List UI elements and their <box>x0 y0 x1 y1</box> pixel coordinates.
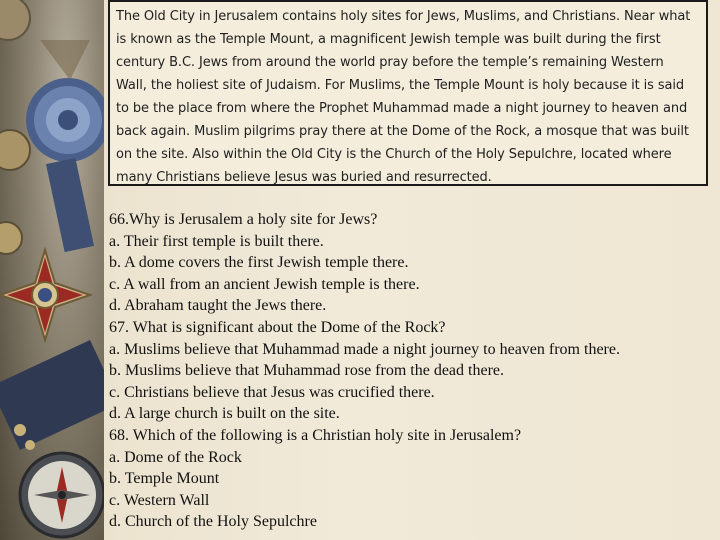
answer-option: d. Abraham taught the Jews there. <box>109 297 327 315</box>
answer-option: c. Western Wall <box>109 491 210 509</box>
answer-option: a. Muslims believe that Muhammad made a night journey to heaven from there. <box>109 340 620 358</box>
answer-option: c. Christians believe that Jesus was crucified there. <box>109 383 435 401</box>
answer-option: d. Church of the Holy Sepulchre <box>109 513 317 531</box>
passage-text-box: The Old City in Jerusalem contains holy sites for Jews, Muslims, and Christians. Near what is known as the Temple Mount, a magnificent Jewish temple was built during the first century B.C. Jews from around the world pray before the temple’s remaining Western Wall, the holiest site of Judaism. For Muslims, the Temple Mount is holy because it is said to be the place from where the Prophet Muhammad made a night journey to heaven and back again. Muslim pilgrims pray there at the Dome of the Rock, a mosque that was built on the site. Also within the Old City is the Church of the Holy Sepulchre, located where many Christians believe Jesus was buried and resurrected. <box>108 0 708 186</box>
compass-icon <box>20 453 104 537</box>
question-prompt: 68. Which of the following is a Christian holy site in Jerusalem? <box>109 426 522 444</box>
ribbon-rosette-icon <box>26 40 110 162</box>
answer-option: c. A wall from an ancient Jewish temple is there. <box>109 275 420 293</box>
questions-list <box>109 209 714 533</box>
answer-option: a. Their first temple is built there. <box>109 232 324 250</box>
answer-option: a. Dome of the Rock <box>109 448 242 466</box>
medal-compass-illustration <box>0 0 110 540</box>
answer-option: b. Temple Mount <box>109 470 220 488</box>
question-prompt: 66.Why is Jerusalem a holy site for Jews? <box>109 211 378 228</box>
cross-medal-icon <box>0 250 90 340</box>
answer-option: d. A large church is built on the site. <box>109 405 340 423</box>
answer-option: b. Muslims believe that Muhammad rose from the dead there. <box>109 362 505 380</box>
answer-option: b. A dome covers the first Jewish temple there. <box>109 254 409 272</box>
decorative-photo-medal-compass <box>0 0 110 540</box>
question-prompt: 67. What is significant about the Dome of the Rock? <box>109 318 446 336</box>
